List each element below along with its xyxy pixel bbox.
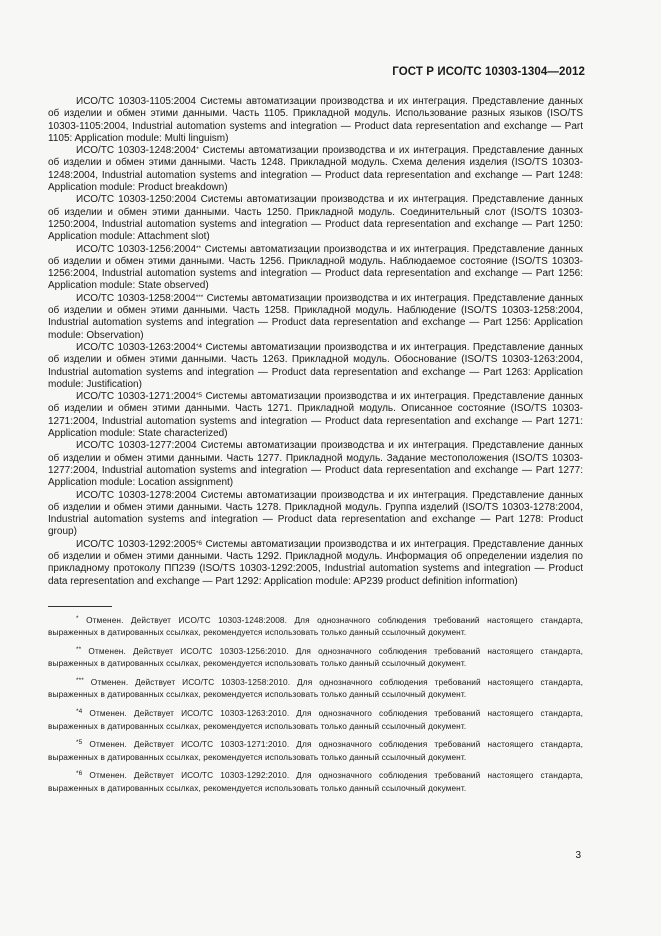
reference-id: ИСО/ТС 10303-1278:2004 [76,489,197,501]
reference-text: Системы автоматизации производства и их интеграция. Представление данных об изделии и обмен этими данными. Часть 1271. Прикладной модуль. Описанное состояние (ISO/TS 10303-1271:2004, Industrial automation systems and integration — Product data representation and exchange — Part 1271: Application module: State characterized) [48,391,583,440]
references-list [48,96,583,588]
reference-item [48,244,583,293]
footnote-text: Отменен. Действует ИСО/ТС 10303-1263:2010. Для однозначного соблюдения требований настоящего стандарта, выраженных в датированных ссылках, рекомендуется использовать только данный ссылочный документ. [48,708,584,731]
footnote-item [48,676,583,701]
reference-id: ИСО/ТС 10303-1263:2004 [76,341,196,353]
reference-item [48,293,583,342]
reference-id: ИСО/ТС 10303-1292:2005 [76,538,196,550]
reference-item [48,342,583,391]
footnote-text: Отменен. Действует ИСО/ТС 10303-1258:2010. Для однозначного соблюдения требований настоящего стандарта, выраженных в датированных ссылках, рекомендуется использовать только данный ссылочный документ. [48,677,584,700]
footnote-mark: *** [76,677,84,685]
reference-id: ИСО/ТС 10303-1250:2004 [76,194,197,206]
reference-item [48,490,583,539]
reference-id: ИСО/ТС 10303-1248:2004 [76,145,197,157]
footnote-item [48,645,583,670]
reference-text: Системы автоматизации производства и их интеграция. Представление данных об изделии и обмен этими данными. Часть 1105. Прикладной модуль. Использование разных языков (ISO/TS 10303-1105:2004, Industrial automation systems and integration — Product data representation and exchange — Part 1105: Application module: Multi linguism) [48,96,583,144]
reference-text: Системы автоматизации производства и их интеграция. Представление данных об изделии и обмен этими данными. Часть 1248. Прикладной модуль. Схема деления изделия (ISO/TS 10303-1248:2004, Industrial automation systems and integration — Product data representation and exchange — Part 1248: Application module: Product breakdown) [48,145,584,194]
footnote-item [48,707,583,732]
page-number: 3 [575,850,581,861]
reference-id: ИСО/ТС 10303-1258:2004 [76,292,196,304]
reference-id: ИСО/ТС 10303-1277:2004 [76,440,197,452]
footnote-text: Отменен. Действует ИСО/ТС 10303-1248:2008. Для однозначного соблюдения требований настоящего стандарта, выраженных в датированных ссылках, рекомендуется использовать только данный ссылочный документ. [48,615,584,638]
footnote-mark: * [76,615,79,622]
footnote-text: Отменен. Действует ИСО/ТС 10303-1271:2010. Для однозначного соблюдения требований настоящего стандарта, выраженных в датированных ссылках, рекомендуется использовать только данный ссылочный документ. [48,739,584,762]
reference-id: ИСО/ТС 10303-1105:2004 [76,96,196,107]
reference-item [48,96,583,145]
footnote-mark: *5 [76,739,83,747]
reference-item [48,440,583,489]
reference-text: Системы автоматизации производства и их интеграция. Представление данных об изделии и обмен этими данными. Часть 1258. Прикладной модуль. Наблюдение (ISO/TS 10303-1258:2004, Industrial automation systems and integration — Product data representation and exchange — Part 1256: Application module: Observation) [48,292,584,341]
reference-text: Системы автоматизации производства и их интеграция. Представление данных об изделии и обмен этими данными. Часть 1263. Прикладной модуль. Обоснование (ISO/TS 10303-1263:2004, Industrial automation systems and integration — Product data representation and exchange — Part 1263: Application module: Justification) [48,341,583,390]
reference-text: Системы автоматизации производства и их интеграция. Представление данных об изделии и обмен этими данными. Часть 1292. Прикладной модуль. Информация об определении изделия по прикладному протоколу ПП239 (ISO/TS 10303-1292:2005, Industrial automation systems and integration — Product data representation and exchange — Part 1292: Application module: AP239 product definition information) [48,538,583,587]
footnote-text: Отменен. Действует ИСО/ТС 10303-1256:2010. Для однозначного соблюдения требований настоящего стандарта, выраженных в датированных ссылках, рекомендуется использовать только данный ссылочный документ. [48,646,584,669]
reference-mark: *** [195,293,204,301]
reference-id: ИСО/ТС 10303-1271:2004 [76,391,196,403]
reference-mark: ** [196,244,202,252]
footnote-divider [48,606,112,607]
reference-text: Системы автоматизации производства и их интеграция. Представление данных об изделии и обмен этими данными. Часть 1277. Прикладной модуль. Задание местоположения (ISO/TS 10303-1277:2004, Industrial automation systems and integration — Product data representation and exchange — Part 1277: Application module: Location assignment) [48,440,584,489]
reference-mark: * [196,146,199,154]
footnote-item [48,738,583,763]
reference-mark: *4 [195,342,203,350]
footnote-mark: *4 [76,708,83,716]
footnote-mark: *6 [76,770,83,778]
reference-mark: *5 [195,392,203,400]
footnote-mark: ** [76,646,82,654]
footnote-item [48,614,583,639]
reference-item [48,145,583,194]
reference-item [48,391,583,440]
reference-text: Системы автоматизации производства и их интеграция. Представление данных об изделии и обмен этими данными. Часть 1256. Прикладной модуль. Наблюдаемое состояние (ISO/TS 10303-1256:2004, Industrial automation systems and integration — Product data representation and exchange — Part 1256: Application module: State observed) [48,243,584,292]
reference-item [48,194,583,243]
reference-item [48,539,583,588]
reference-text: Системы автоматизации производства и их интеграция. Представление данных об изделии и обмен этими данными. Часть 1278. Прикладной модуль. Группа изделий (ISO/TS 10303-1278:2004, Industrial automation systems and integration — Product data representation and exchange — Part 1278: Product group) [48,489,584,538]
footnote-text: Отменен. Действует ИСО/ТС 10303-1292:2010. Для однозначного соблюдения требований настоящего стандарта, выраженных в датированных ссылках, рекомендуется использовать только данный ссылочный документ. [48,770,584,793]
reference-text: Системы автоматизации производства и их интеграция. Представление данных об изделии и обмен этими данными. Часть 1250. Прикладной модуль. Соединительный слот (ISO/TS 10303-1250:2004, Industrial automation systems and integration — Product data representation and exchange — Part 1250: Application module: Attachment slot) [48,194,584,243]
reference-mark: *6 [195,539,203,547]
footnotes-list [48,614,583,801]
page-header: ГОСТ Р ИСО/ТС 10303-1304—2012 [392,66,585,78]
reference-id: ИСО/ТС 10303-1256:2004 [76,243,197,255]
footnote-item [48,769,583,794]
